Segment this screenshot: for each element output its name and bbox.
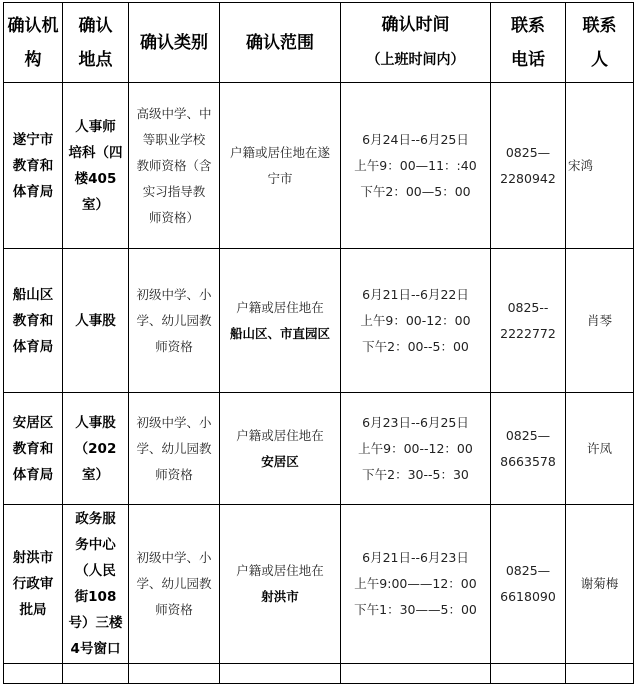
header-time	[341, 3, 491, 83]
header-time-label: 确认时间	[381, 15, 450, 35]
place-cell: 人事股	[63, 249, 129, 393]
header-phone: 联系 电话	[491, 3, 566, 83]
org-cell: 安居区 教育和 体育局	[4, 393, 63, 505]
category-cell: 初级中学、小 学、幼儿园教 师资格	[129, 505, 220, 664]
time-cell: 6月24日--6月25日 上午9：00—11：:40 下午2：00—5：00	[341, 83, 491, 249]
header-row	[4, 3, 634, 83]
header-scope: 确认范围	[220, 3, 341, 83]
header-time-sub: （上班时间内）	[366, 52, 465, 68]
scope-cell	[220, 505, 341, 664]
scope-text: 户籍或居住地在	[236, 299, 324, 315]
scope-area: 船山区、市直园区	[229, 325, 330, 341]
table-row	[4, 505, 634, 664]
scope-area: 安居区	[261, 453, 299, 469]
time-cell: 6月23日--6月25日 上午9：00--12：00 下午2：30--5：30	[341, 393, 491, 505]
phone-cell: 0825-- 2222772	[491, 249, 566, 393]
scope-cell	[220, 249, 341, 393]
scope-text: 户籍或居住地在遂 宁市	[229, 144, 330, 186]
header-contact: 联系 人	[566, 3, 634, 83]
table-row	[4, 249, 634, 393]
category-cell: 高级中学、中 等职业学校 教师资格（含 实习指导教 师资格）	[129, 83, 220, 249]
time-cell: 6月21日--6月22日 上午9：00-12：00 下午2：00--5：00	[341, 249, 491, 393]
org-cell: 射洪市 行政审 批局	[4, 505, 63, 664]
category-cell: 初级中学、小 学、幼儿园教 师资格	[129, 249, 220, 393]
org-cell: 船山区 教育和 体育局	[4, 249, 63, 393]
scope-cell	[220, 393, 341, 505]
contact-cell: 肖琴	[566, 249, 634, 393]
phone-cell: 0825— 6618090	[491, 505, 566, 664]
place-cell: 人事股 （202 室）	[63, 393, 129, 505]
org-cell: 遂宁市 教育和 体育局	[4, 83, 63, 249]
scope-text: 户籍或居住地在	[236, 563, 324, 578]
scope-text: 户籍或居住地在	[236, 427, 324, 443]
phone-cell: 0825— 8663578	[491, 393, 566, 505]
header-place: 确认 地点	[63, 3, 129, 83]
place-cell: 政务服 务中心 （人民 街108 号）三楼 4号窗口	[63, 505, 129, 664]
scope-area: 射洪市	[261, 589, 299, 604]
table-row	[4, 83, 634, 249]
scope-cell	[220, 83, 341, 249]
place-cell: 人事师 培科（四 楼405 室）	[63, 83, 129, 249]
phone-cell: 0825— 2280942	[491, 83, 566, 249]
header-category: 确认类别	[129, 3, 220, 83]
contact-cell: 谢菊梅	[566, 505, 634, 664]
confirmation-table	[3, 2, 634, 684]
table-row	[4, 393, 634, 505]
contact-cell: 宋鸿	[566, 83, 634, 249]
category-cell: 初级中学、小 学、幼儿园教 师资格	[129, 393, 220, 505]
contact-cell: 许凤	[566, 393, 634, 505]
header-org: 确认机 构	[4, 3, 63, 83]
time-cell: 6月21日--6月23日 上午9:00——12：00 下午1：30——5：00	[341, 505, 491, 664]
